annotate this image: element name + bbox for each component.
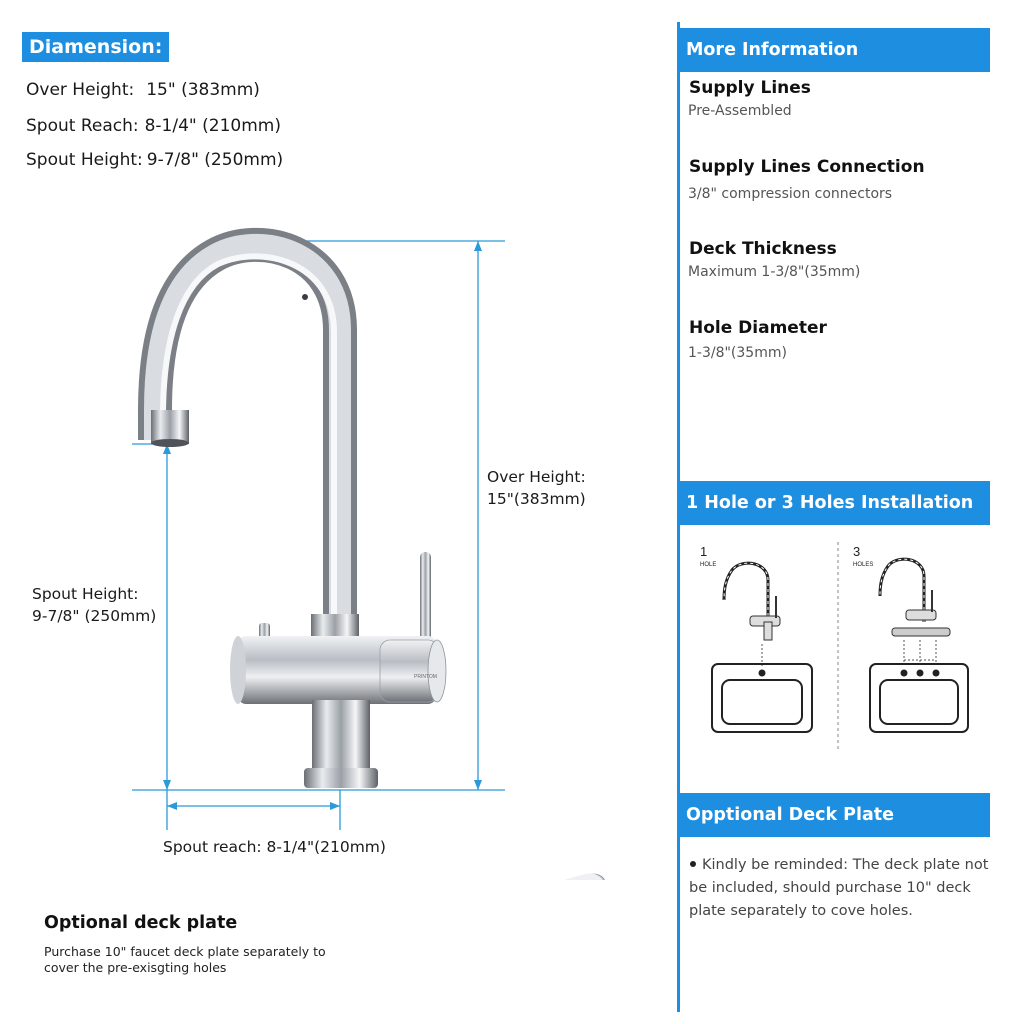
info-value-hole-diameter: 1-3/8"(35mm) bbox=[688, 345, 787, 361]
spout-height-value-text: 9-7/8" (250mm) bbox=[32, 607, 157, 625]
info-heading-deck-thickness: Deck Thickness bbox=[689, 239, 837, 259]
spout-height-label bbox=[32, 583, 156, 627]
spec-spout-reach bbox=[26, 116, 281, 136]
opptional-deck-plate-header: Opptional Deck Plate bbox=[680, 793, 990, 837]
option-three-label: HOLES bbox=[853, 562, 874, 568]
info-heading-supply-lines: Supply Lines bbox=[689, 78, 811, 98]
faucet-dimension-diagram bbox=[0, 200, 660, 880]
spec-spout-height bbox=[26, 150, 283, 170]
option-one-label: HOLE bbox=[700, 562, 717, 568]
spout-height-label-text: Spout Height: bbox=[32, 585, 139, 603]
spec-value: 9-7/8" (250mm) bbox=[146, 150, 284, 170]
over-height-label-text: Over Height: bbox=[487, 468, 586, 486]
spec-value: 15" (383mm) bbox=[146, 80, 260, 100]
three-holes-faucet bbox=[880, 559, 950, 664]
spec-label: Spout Reach: bbox=[26, 116, 139, 136]
optional-deck-plate-title: Optional deck plate bbox=[44, 913, 238, 933]
deck-plate-note-text: Kindly be reminded: The deck plate not be included, should purchase 10" deck plate separately to cove holes. bbox=[689, 857, 989, 919]
option-one-number: 1 bbox=[700, 544, 708, 559]
info-value-supply-lines: Pre-Assembled bbox=[688, 103, 792, 119]
one-hole-faucet bbox=[724, 563, 780, 668]
deck-plate-note bbox=[689, 854, 989, 923]
one-hole-sink bbox=[712, 664, 812, 732]
brand-mark: PRINTOM bbox=[414, 674, 437, 680]
option-three-number: 3 bbox=[853, 544, 861, 559]
info-value-supply-lines-connection: 3/8" compression connectors bbox=[688, 186, 893, 202]
installation-header: 1 Hole or 3 Holes Installation bbox=[680, 481, 990, 525]
info-heading-supply-lines-connection: Supply Lines Connection bbox=[689, 157, 925, 177]
dimension-title: Diamension: bbox=[22, 32, 169, 62]
spec-over-height bbox=[26, 80, 260, 100]
spout-reach-label: Spout reach: 8-1/4"(210mm) bbox=[163, 838, 386, 856]
installation-illustration bbox=[690, 532, 990, 762]
bullet-icon bbox=[690, 861, 696, 867]
spec-value: 8-1/4" (210mm) bbox=[144, 116, 281, 136]
deck-plate-illustration bbox=[364, 874, 606, 880]
more-information-header: More Information bbox=[680, 28, 990, 72]
info-heading-hole-diameter: Hole Diameter bbox=[689, 318, 827, 338]
over-height-label bbox=[487, 466, 586, 510]
over-height-value-text: 15"(383mm) bbox=[487, 490, 586, 508]
three-holes-sink bbox=[870, 664, 968, 732]
optional-deck-plate-text: Purchase 10" faucet deck plate separately to cover the pre-exisgting holes bbox=[44, 944, 326, 975]
faucet-illustration bbox=[151, 245, 446, 788]
info-value-deck-thickness: Maximum 1-3/8"(35mm) bbox=[688, 264, 861, 280]
spec-label: Over Height: bbox=[26, 80, 135, 100]
spec-label: Spout Height: bbox=[26, 150, 143, 170]
